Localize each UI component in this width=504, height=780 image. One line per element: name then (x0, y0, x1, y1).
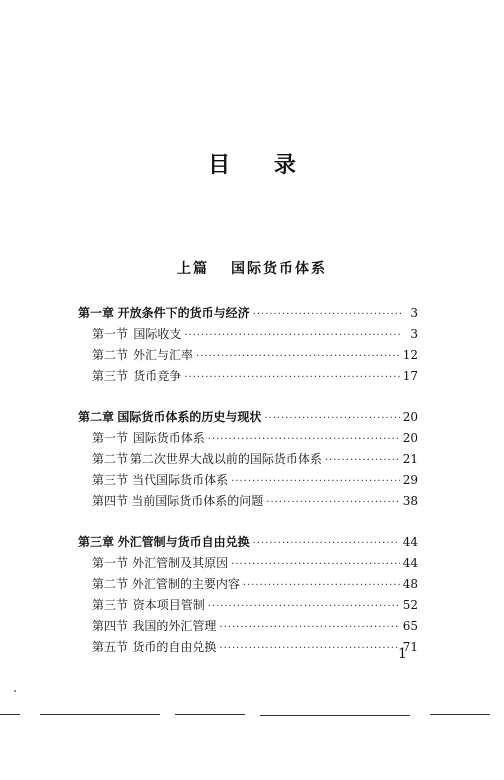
toc-chapter-row (78, 304, 418, 325)
toc-entry-label: 第二节 (92, 577, 129, 591)
toc-leader-dots (184, 372, 399, 383)
toc-entry-label: 第三节 (92, 473, 129, 487)
toc-leader-dots (208, 601, 400, 612)
toc-leader-dots (184, 330, 401, 341)
toc-leader-dots (243, 580, 400, 591)
toc-page-number: 52 (402, 598, 418, 612)
toc-section-row (78, 617, 418, 638)
toc-page-number: 38 (402, 494, 418, 508)
toc-page-number: 44 (402, 535, 418, 549)
toc-section-row (78, 554, 418, 575)
toc-entry-label: 第二节 (92, 348, 129, 362)
scan-edge-line (0, 714, 504, 716)
toc-leader-dots (219, 622, 399, 633)
toc-section-row (78, 367, 418, 388)
toc-leader-dots (264, 413, 399, 424)
toc-page-number: 20 (402, 431, 418, 445)
toc-leader-dots (231, 476, 400, 487)
toc-entry-title: 当代国际货币体系 (132, 473, 229, 487)
toc-leader-dots (253, 538, 400, 549)
toc-page-number: 3 (410, 327, 418, 341)
toc-page-number: 48 (402, 577, 418, 591)
toc-section-row (78, 596, 418, 617)
toc-page-number: 65 (402, 619, 418, 633)
toc-chapter-block (78, 533, 418, 659)
toc-entry-label: 第四节 (92, 619, 129, 633)
toc-entry-title: 国际货币体系的历史与现状 (117, 410, 262, 424)
toc-leader-dots (196, 351, 400, 362)
toc-chapter-row (78, 408, 418, 429)
part-name: 国际货币体系 (231, 261, 327, 277)
toc-entry-label: 第二章 (78, 410, 115, 424)
toc-section-row (78, 346, 418, 367)
page-number: 1 (398, 646, 407, 662)
toc-section-row (78, 471, 418, 492)
part-heading (0, 258, 504, 278)
toc-page-number: 44 (402, 556, 418, 570)
table-of-contents (78, 304, 418, 679)
toc-section-row (78, 638, 418, 659)
toc-leader-dots (231, 559, 400, 570)
toc-entry-label: 第一节 (92, 327, 129, 341)
toc-section-row (78, 325, 418, 346)
toc-page-number: 29 (402, 473, 418, 487)
page-title: 目 录 (208, 153, 314, 178)
toc-entry-title: 外汇管制及其原因 (132, 556, 229, 570)
toc-entry-label: 第三节 (92, 369, 129, 383)
toc-leader-dots (219, 643, 399, 654)
toc-entry-label: 第三章 (78, 535, 115, 549)
toc-entry-title: 国际货币体系 (132, 431, 205, 445)
toc-page-number: 3 (410, 306, 418, 320)
toc-entry-title: 外汇管制的主要内容 (131, 577, 240, 591)
toc-entry-title: 外汇与汇率 (132, 348, 193, 362)
toc-entry-title: 开放条件下的货币与经济 (117, 306, 250, 320)
toc-entry-title: 当前国际货币体系的问题 (131, 494, 264, 508)
scan-speck (14, 690, 16, 692)
toc-entry-label: 第五节 (92, 640, 129, 654)
toc-page-number: 71 (402, 640, 418, 654)
toc-section-row (78, 429, 418, 450)
toc-section-row (78, 575, 418, 596)
toc-entry-title: 外汇管制与货币自由兑换 (117, 535, 250, 549)
toc-chapter-row (78, 533, 418, 554)
toc-entry-title: 国际收支 (133, 327, 182, 341)
toc-page-number: 20 (402, 410, 418, 424)
toc-leader-dots (253, 309, 401, 320)
toc-chapter-block (78, 304, 418, 388)
toc-entry-title: 资本项目管制 (132, 598, 205, 612)
toc-entry-label: 第三节 (92, 598, 129, 612)
toc-leader-dots (325, 455, 400, 466)
toc-entry-label: 第一节 (92, 431, 129, 445)
toc-entry-title: 货币竞争 (133, 369, 182, 383)
toc-section-row (78, 492, 418, 513)
toc-page-number: 21 (402, 452, 418, 466)
part-label: 上篇 (177, 261, 209, 277)
toc-section-row (78, 450, 418, 471)
toc-chapter-block (78, 408, 418, 513)
toc-entry-label: 第一节 (92, 556, 129, 570)
toc-entry-title: 货币的自由兑换 (132, 640, 217, 654)
toc-page-number: 12 (402, 348, 418, 362)
toc-entry-label: 第四节 (92, 494, 129, 508)
toc-leader-dots (208, 434, 400, 445)
toc-entry-title: 第二次世界大战以前的国际货币体系 (129, 452, 322, 466)
toc-entry-label: 第一章 (78, 306, 115, 320)
toc-entry-title: 我国的外汇管理 (132, 619, 217, 633)
toc-entry-label: 第二节 (92, 452, 129, 466)
toc-page-number: 17 (402, 369, 418, 383)
toc-leader-dots (266, 497, 399, 508)
